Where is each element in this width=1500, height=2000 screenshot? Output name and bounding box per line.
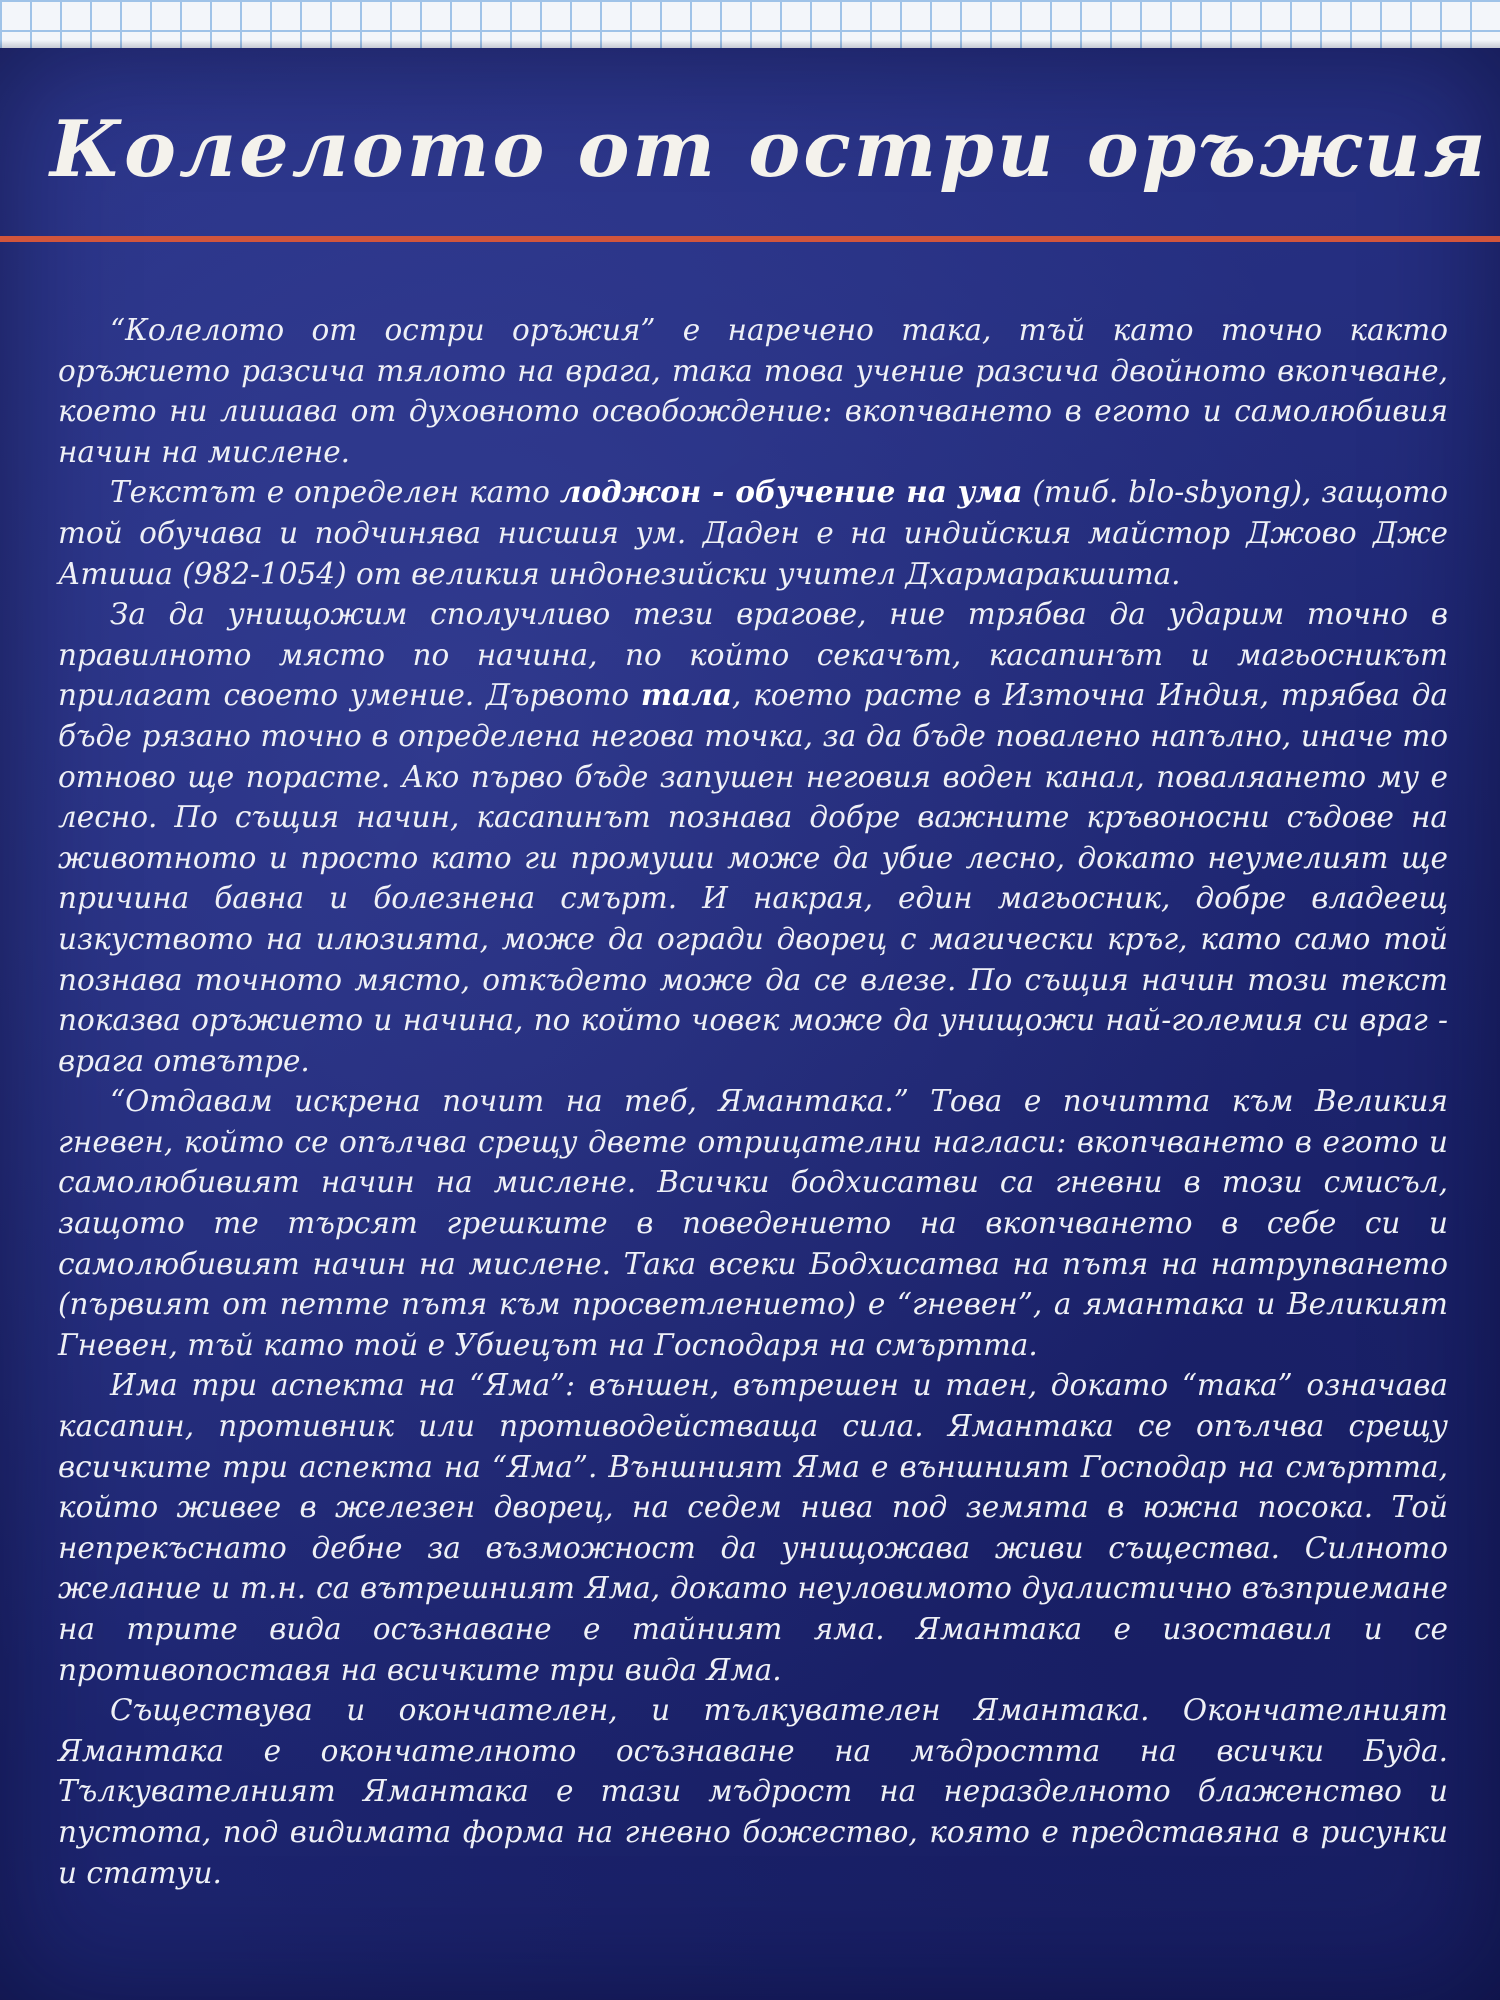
paragraph — [58, 1365, 1448, 1690]
text-segment: Текстът е определен като — [110, 475, 560, 510]
emphasized-term: тала — [640, 677, 732, 713]
paragraph — [58, 472, 1448, 594]
page-title: Колелото от остри оръжия — [50, 104, 1489, 195]
text-segment: За да унищожим сполучливо тези врагове, ние трябва да ударим точно в правилното място по начина, по който секачът, касапинът и магьосникът прилагат своето умение. Дървото — [58, 597, 1448, 713]
text-segment: “Отдавам искрена почит на теб, Ямантака.” Това е почитта към Великия гневен, който се опълчва срещу двете отрицателни нагласи: вкопчването в егото и самолюбивият начин на мислене. Всички бодхисатви са гневни в този смисъл, защото те търсят грешките в поведението на вкопчването в себе си и самолюбивият начин на мислене. Така всеки Бодхисатва на пътя на натрупването (първият от петте пътя към просветлението) е “гневен”, а ямантака и Великият Гневен, тъй като той е Убиецът на Господаря на смъртта. — [58, 1084, 1448, 1362]
book-back-cover — [0, 48, 1500, 2000]
title-band — [0, 48, 1500, 238]
text-segment: Съществува и окончателен, и тълкувателен Ямантака. Окончателният Ямантака е окончателното осъзнаване на мъдростта на всички Буда. Тълкувателният Ямантака е тази мъдрост на неразделното блаженство и пустота, под видимата форма на гневно божество, която е представяна в рисунки и статуи. — [58, 1693, 1448, 1890]
paragraph — [58, 594, 1448, 1081]
paragraph — [58, 1690, 1448, 1893]
text-segment: Има три аспекта на “Яма”: външен, вътрешен и таен, докато “така” означава касапин, противник или противодействаща сила. Ямантака се опълчва срещу всичките три аспекта на “Яма”. Външният Яма е външният Господар на смъртта, който живее в железен дворец, на седем нива под земята в южна посока. Той непрекъснато дебне за възможност да унищожава живи същества. Силното желание и т.н. са вътрешният Яма, докато неуловимото дуалистично възприемане на трите вида осъзнаване е тайният яма. Ямантака е изоставил и се противопоставя на всичките три вида Яма. — [58, 1368, 1448, 1687]
text-segment: , което расте в Източна Индия, трябва да бъде рязано точно в определена негова точка, за да бъде повалено напълно, иначе то отново ще порасте. Ако първо бъде запушен неговия воден канал, поваляането му е лесно. По същия начин, касапинът познава добре важните кръвоносни съдове на животното и просто като ги промуши може да убие лесно, докато неумелият ще причина бавна и болезнена смърт. И накрая, един магьосник, добре владеещ изкуството на илюзията, може да огради дворец с магически кръг, като само той познава точното място, откъдето може да се влезе. По същия начин този текст показва оръжието и начина, по който човек може да унищожи най-големия си враг - врага отвътре. — [58, 678, 1448, 1078]
emphasized-term: лоджон - обучение на ума — [559, 474, 1023, 510]
body-text — [58, 310, 1448, 1893]
paragraph — [58, 310, 1448, 472]
title-divider-rule — [0, 236, 1500, 242]
paragraph — [58, 1081, 1448, 1365]
text-segment: (тиб. blo-sbyong), защото той обучава и подчинява нисшия ум. Даден е на индийския майстор Джово Дже Атиша (982-1054) от великия индонезийски учител Дхармаракшита. — [58, 475, 1449, 591]
text-segment: “Колелото от остри оръжия” е наречено така, тъй като точно както оръжието разсича тялото на врага, така това учение разсича двойното вкопчване, което ни лишава от духовното освобождение: вкопчването в егото и самолюбивия начин на мислене. — [58, 313, 1448, 469]
